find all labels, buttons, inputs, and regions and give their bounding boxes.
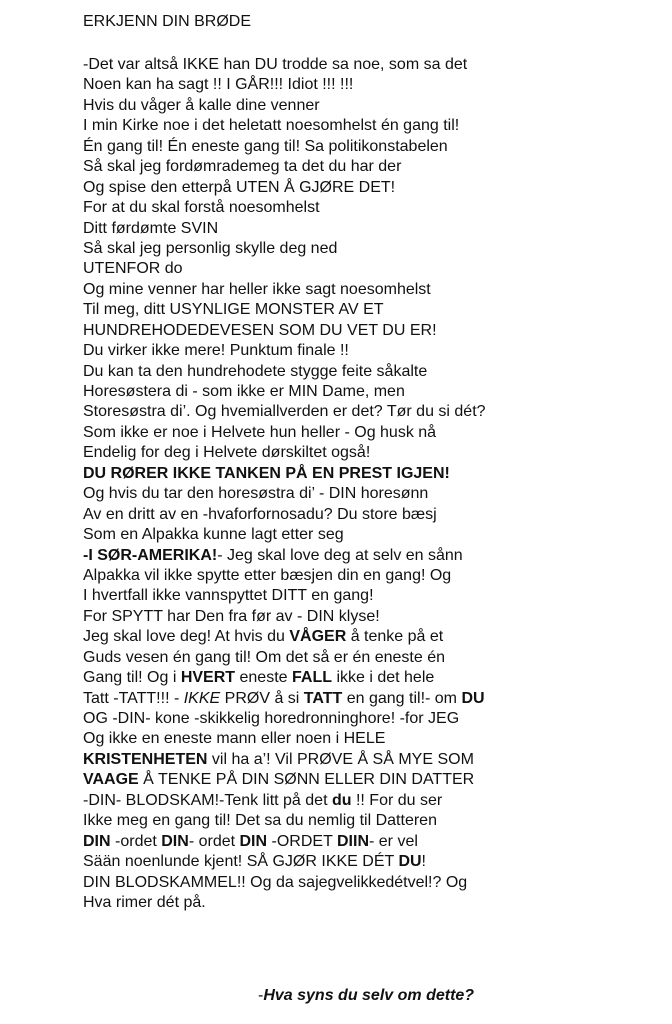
poem-line-segment: UTENFOR do [83,260,183,278]
poem-line [83,668,663,688]
poem-line-segment: DIN [83,832,111,850]
poem-line [83,586,663,606]
poem-line-segment: Hvis du våger å kalle dine venner [83,96,320,114]
poem-line-segment: du [331,791,352,809]
poem-line-segment: Av en dritt av en -hvaforfornosadu? Du store bæsj [83,505,437,523]
poem-line [83,423,663,443]
poem-line [83,321,663,341]
poem-line [83,791,663,811]
poem-line-segment: For SPYTT har Den fra før av - DIN klyse! [83,607,380,625]
poem-line [83,525,663,545]
poem-line-segment: Du virker ikke mere! Punktum finale !! [83,342,349,360]
closing-question-text: Hva syns du selv om dette? [263,987,475,1004]
poem-line [83,300,663,320]
poem-line-segment: OG -DIN- kone -skikkelig horedronninghore! -for JEG [83,710,460,727]
poem-line-segment: -Det var altså IKKE han DU trodde sa noe, som sa det [83,56,468,73]
poem-line-segment: I hvertfall ikke vannspyttet DITT en gang! [83,587,374,605]
poem-line [83,689,663,709]
poem-line-segment: PRØV å si [220,689,304,707]
poem-body [83,55,663,913]
poem-line-segment: HUNDREHODEDEVESEN SOM DU VET DU ER! [83,321,437,339]
poem-line-segment: VÅGER [289,628,347,646]
poem-line-segment: Guds vesen én gang til! Om det så er én eneste én [83,648,445,666]
poem-line [83,280,663,300]
poem-line-segment: DU [461,689,485,707]
poem-line [83,811,663,831]
poem-line-segment: vil ha a’! Vil PRØVE Å SÅ MYE SOM [207,750,474,768]
poem-line-segment: Du kan ta den hundrehodete stygge feite såkalte [83,362,428,380]
poem-line-segment: Så skal jeg personlig skylle deg ned [83,239,338,257]
poem-line [83,443,663,463]
poem-line-segment: Storesøstra di’. Og hvemiallverden er det? Tør du si dét? [83,403,486,421]
poem-line [83,750,663,770]
poem-line-segment: Så skal jeg fordømrademeg ta det du har der [83,158,402,176]
poem-line-segment: Én gang til! Én eneste gang til! Sa politikonstabelen [83,137,448,155]
poem-line [83,239,663,259]
poem-line-segment: å tenke på et [346,628,444,646]
poem-line-segment: - Jeg skal love deg at selv en sånn [217,546,463,564]
poem-line [83,852,663,872]
poem-line [83,505,663,525]
poem-line [83,219,663,239]
poem-line-segment: -ORDET [267,832,337,850]
poem-line-segment: DIN BLODSKAMMEL!! Og da sajegvelikkedétvel!? Og [83,873,468,891]
poem-title: ERKJENN DIN BRØDE [83,13,252,30]
poem-line [83,75,663,95]
poem-line [83,893,663,913]
poem-line [83,402,663,422]
poem-line [83,832,663,852]
poem-line-segment: DIIN [337,832,369,850]
poem-line-segment: TATT [303,689,343,707]
poem-line-segment: Jeg skal love deg! At hvis du [83,628,290,646]
poem-line [83,362,663,382]
poem-line [83,729,663,749]
poem-line [83,116,663,136]
poem-line [83,627,663,647]
closing-question [258,986,474,1006]
poem-line-segment: IKKE [183,689,221,707]
poem-line [83,873,663,893]
poem-line-segment: DIN [161,832,189,850]
poem-line-segment: -DIN- BLODSKAM!-Tenk litt på det [83,791,332,809]
poem-line-segment: Gang til! Og i [83,669,181,687]
poem-line-segment: HVERT [180,669,236,687]
poem-line-segment: I min Kirke noe i det heletatt noesomhelst én gang til! [83,117,460,135]
poem-line-segment: - er vel [369,832,418,850]
poem-line-segment: Å TENKE PÅ DIN SØNN ELLER DIN DATTER [138,771,475,789]
poem-line-segment: en gang til!- om [342,689,462,707]
poem-line-segment: Sään noenlunde kjent! SÅ GJØR IKKE DÉT [83,853,399,871]
poem-line [83,96,663,116]
poem-line-segment: Noen kan ha sagt !! I GÅR!!! Idiot !!! !!! [83,76,354,94]
poem-line-segment: Og mine venner har heller ikke sagt noesomhelst [83,280,431,298]
poem-line [83,55,663,75]
poem-line-segment: Ditt førdømte SVIN [83,219,219,237]
poem-line-segment: Alpakka vil ikke spytte etter bæsjen din en gang! Og [83,566,452,584]
poem-line [83,648,663,668]
poem-line [83,566,663,586]
poem-line [83,341,663,361]
poem-line-segment: VAAGE [83,771,139,789]
poem-line-segment: Som en Alpakka kunne lagt etter seg [83,526,344,544]
poem-line [83,178,663,198]
poem-line-segment: Som ikke er noe i Helvete hun heller - Og husk nå [83,423,437,441]
poem-line-segment: Og ikke en eneste mann eller noen i HELE [83,730,386,748]
poem-line-segment: Endelig for deg i Helvete dørskiltet også! [83,444,371,462]
poem-line-segment: Til meg, ditt USYNLIGE MONSTER AV ET [83,301,384,319]
poem-line-segment: KRISTENHETEN [83,750,208,768]
poem-line-segment: Horesøstera di - som ikke er MIN Dame, men [83,383,405,400]
poem-line [83,157,663,177]
poem-line-segment: - ordet [188,832,240,850]
poem-line [83,137,663,157]
poem-line [83,770,663,790]
poem-line-segment: -I SØR-AMERIKA! [83,546,218,564]
poem-line-segment: Hva rimer dét på. [83,893,206,911]
poem-line-segment: For at du skal forstå noesomhelst [83,199,320,217]
poem-line-segment: DU [398,853,422,871]
poem-line [83,198,663,218]
poem-line-segment: Ikke meg en gang til! Det sa du nemlig til Datteren [83,812,437,830]
poem-line [83,382,663,402]
poem-line-segment: Og spise den etterpå UTEN Å GJØRE DET! [83,178,396,196]
closing-dash: - [258,987,264,1004]
poem-line-segment: DU RØRER IKKE TANKEN PÅ EN PREST IGJEN! [83,464,450,482]
poem-line-segment: eneste [235,669,292,687]
poem-line-segment: Tatt -TATT!!! - [83,689,184,707]
poem-line [83,464,663,484]
poem-line [83,709,663,729]
poem-line [83,546,663,566]
poem-line [83,259,663,279]
poem-line-segment: FALL [292,669,332,687]
poem-line-segment: DIN [239,832,268,850]
poem-line [83,484,663,504]
poem-line [83,607,663,627]
poem-line-segment: Og hvis du tar den horesøstra di’ - DIN horesønn [83,485,429,503]
poem-line-segment: ikke i det hele [332,669,435,687]
poem-line-segment: ! [421,853,426,871]
poem-line-segment: -ordet [110,832,162,850]
poem-line-segment: !! For du ser [351,791,443,809]
